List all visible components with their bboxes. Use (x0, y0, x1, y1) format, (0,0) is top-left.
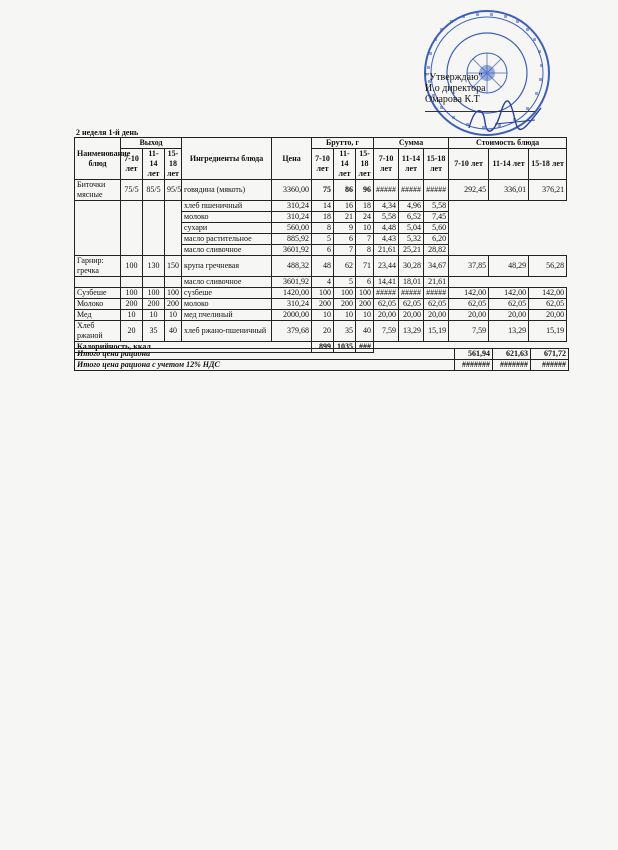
output-cell: 10 (165, 310, 182, 321)
sum-cell: 4,34 (374, 201, 399, 212)
output-cell (143, 223, 165, 234)
table-row (75, 223, 567, 234)
gross-cell: 21 (334, 212, 356, 223)
dish-name-cell: Гарнир: гречка (75, 256, 121, 277)
output-age-header: 7-10 лет (121, 149, 143, 180)
gross-cell: 100 (334, 288, 356, 299)
sum-cell: ##### (399, 180, 424, 201)
handwritten-signature (465, 98, 545, 138)
price-cell: 560,00 (272, 223, 312, 234)
cost-cell: 20,00 (449, 310, 489, 321)
cost-cell: 376,21 (529, 180, 567, 201)
gross-cell: 75 (312, 180, 334, 201)
gross-cell: 86 (334, 180, 356, 201)
sum-cell: 5,04 (399, 223, 424, 234)
totals-label: Итого цена рациона с учетом 12% НДС (75, 360, 455, 371)
sum-cell: ##### (374, 288, 399, 299)
output-cell: 75/5 (121, 180, 143, 201)
gross-cell: 200 (312, 299, 334, 310)
gross-cell: 9 (334, 223, 356, 234)
sum-cell: 5,58 (374, 212, 399, 223)
cost-cell (489, 212, 529, 223)
sum-cell: 13,29 (399, 321, 424, 342)
output-cell: 40 (165, 321, 182, 342)
approval-line-1: "Утверждаю" (425, 72, 483, 83)
sum-cell: 4,43 (374, 234, 399, 245)
gross-cell: 10 (334, 310, 356, 321)
dish-name-cell (75, 212, 121, 223)
sum-cell: 62,05 (424, 299, 449, 310)
gross-cell: 200 (334, 299, 356, 310)
cost-cell: 142,00 (449, 288, 489, 299)
gross-cell: 48 (312, 256, 334, 277)
gross-cell: 8 (312, 223, 334, 234)
totals-value: 561,94 (455, 349, 493, 360)
header-cost: Стоимость блюда (449, 138, 567, 149)
cost-cell: 7,59 (449, 321, 489, 342)
sum-cell: 21,61 (424, 277, 449, 288)
dish-name-cell: Мед (75, 310, 121, 321)
gross-cell: 18 (312, 212, 334, 223)
table-row (75, 321, 567, 342)
dish-name-cell: Биточки мясные (75, 180, 121, 201)
cost-cell (529, 212, 567, 223)
totals-label: Итого цена рациона (75, 349, 455, 360)
price-cell: 379,68 (272, 321, 312, 342)
totals-table (74, 348, 569, 371)
output-cell (143, 234, 165, 245)
cost-cell (489, 277, 529, 288)
sum-cell: 6,52 (399, 212, 424, 223)
gross-cell: 7 (334, 245, 356, 256)
output-cell (121, 223, 143, 234)
output-cell: 10 (143, 310, 165, 321)
cost-cell (489, 201, 529, 212)
calories-value: 1035 (334, 342, 356, 353)
output-cell (121, 245, 143, 256)
cost-cell (449, 245, 489, 256)
cost-age-header: 7-10 лет (449, 149, 489, 180)
sum-age-header: 15-18 лет (424, 149, 449, 180)
sum-cell: 4,48 (374, 223, 399, 234)
cost-cell (449, 223, 489, 234)
output-cell (165, 212, 182, 223)
output-cell: 100 (165, 288, 182, 299)
sum-cell: 62,05 (399, 299, 424, 310)
dish-name-cell: Хлеб ржаной (75, 321, 121, 342)
cost-cell (529, 245, 567, 256)
header-price: Цена (272, 138, 312, 180)
sum-cell: 28,82 (424, 245, 449, 256)
gross-cell: 16 (334, 201, 356, 212)
dish-name-cell (75, 223, 121, 234)
approval-line-2: И.о директора (425, 83, 486, 94)
dish-name-cell (75, 277, 121, 288)
table-row (75, 310, 567, 321)
cost-cell: 13,29 (489, 321, 529, 342)
output-age-header: 11-14 лет (143, 149, 165, 180)
cost-cell: 20,00 (529, 310, 567, 321)
cost-cell: 20,00 (489, 310, 529, 321)
gross-cell: 7 (356, 234, 374, 245)
output-cell (165, 245, 182, 256)
output-cell: 100 (121, 288, 143, 299)
ingredient-cell: сухари (182, 223, 272, 234)
dish-name-cell: Сузбеше (75, 288, 121, 299)
gross-cell: 71 (356, 256, 374, 277)
menu-table (74, 137, 567, 353)
cost-cell: 292,45 (449, 180, 489, 201)
gross-age-header: 7-10 лет (312, 149, 334, 180)
output-cell: 10 (121, 310, 143, 321)
sum-cell: 23,44 (374, 256, 399, 277)
table-row (75, 180, 567, 201)
gross-cell: 24 (356, 212, 374, 223)
cost-cell: 142,00 (489, 288, 529, 299)
gross-cell: 5 (312, 234, 334, 245)
output-cell (143, 245, 165, 256)
output-cell (165, 277, 182, 288)
dish-name-cell: Молоко (75, 299, 121, 310)
cost-cell (449, 277, 489, 288)
ingredient-cell: мед пчелиный (182, 310, 272, 321)
table-row (75, 299, 567, 310)
ingredient-cell: хлеб ржано-пшеничный (182, 321, 272, 342)
ingredient-cell: сүзбеше (182, 288, 272, 299)
output-cell: 130 (143, 256, 165, 277)
totals-value: 671,72 (531, 349, 569, 360)
gross-cell: 6 (334, 234, 356, 245)
output-cell (121, 201, 143, 212)
sum-age-header: 7-10 лет (374, 149, 399, 180)
sum-cell: 5,60 (424, 223, 449, 234)
ingredient-cell: хлеб пшеничный (182, 201, 272, 212)
output-cell: 85/5 (143, 180, 165, 201)
output-cell: 200 (165, 299, 182, 310)
gross-cell: 100 (312, 288, 334, 299)
output-cell (165, 234, 182, 245)
sum-age-header: 11-14 лет (399, 149, 424, 180)
gross-age-header: 11-14 лет (334, 149, 356, 180)
gross-cell: 6 (312, 245, 334, 256)
gross-cell: 4 (312, 277, 334, 288)
output-cell: 20 (121, 321, 143, 342)
sum-cell: 20,00 (424, 310, 449, 321)
cost-cell (489, 234, 529, 245)
output-cell (121, 277, 143, 288)
gross-age-header: 15-18 лет (356, 149, 374, 180)
totals-row (75, 360, 569, 371)
price-cell: 885,92 (272, 234, 312, 245)
table-row (75, 277, 567, 288)
cost-cell: 142,00 (529, 288, 567, 299)
gross-cell: 40 (356, 321, 374, 342)
output-cell: 200 (143, 299, 165, 310)
gross-cell: 14 (312, 201, 334, 212)
calories-value: ### (356, 342, 374, 353)
sum-cell: 18,01 (399, 277, 424, 288)
output-cell (143, 212, 165, 223)
week-title: 2 неделя 1-й день (76, 128, 139, 137)
ingredient-cell: говядина (мякоть) (182, 180, 272, 201)
gross-cell: 10 (356, 223, 374, 234)
price-cell: 488,32 (272, 256, 312, 277)
price-cell: 310,24 (272, 299, 312, 310)
approval-line-3: Омарова К.Т (425, 94, 480, 105)
output-cell: 100 (121, 256, 143, 277)
cost-cell (529, 234, 567, 245)
gross-cell: 18 (356, 201, 374, 212)
cost-cell (489, 245, 529, 256)
sum-cell: 4,96 (399, 201, 424, 212)
cost-cell (449, 201, 489, 212)
cost-cell: 56,28 (529, 256, 567, 277)
sum-cell: 5,32 (399, 234, 424, 245)
header-dish: Наименование блюд (75, 138, 121, 180)
cost-age-header: 11-14 лет (489, 149, 529, 180)
table-row (75, 201, 567, 212)
cost-cell: 15,19 (529, 321, 567, 342)
output-cell (143, 277, 165, 288)
ingredient-cell: крупа гречневая (182, 256, 272, 277)
dish-name-cell (75, 234, 121, 245)
gross-cell: 100 (356, 288, 374, 299)
gross-cell: 8 (356, 245, 374, 256)
cost-cell (449, 234, 489, 245)
sum-cell: 30,28 (399, 256, 424, 277)
cost-cell: 336,01 (489, 180, 529, 201)
output-cell: 200 (121, 299, 143, 310)
totals-value: 621,63 (493, 349, 531, 360)
dish-name-cell (75, 201, 121, 212)
cost-cell (489, 223, 529, 234)
table-row (75, 234, 567, 245)
sum-cell: ##### (424, 288, 449, 299)
price-cell: 3360,00 (272, 180, 312, 201)
ingredient-cell: масло растительное (182, 234, 272, 245)
gross-cell: 62 (334, 256, 356, 277)
sum-cell: 20,00 (374, 310, 399, 321)
sum-cell: 15,19 (424, 321, 449, 342)
header-ingredients: Ингредиенты блюда (182, 138, 272, 180)
ingredient-cell: молоко (182, 212, 272, 223)
totals-value: ####### (455, 360, 493, 371)
gross-cell: 96 (356, 180, 374, 201)
cost-cell (529, 277, 567, 288)
calories-label: Калорийность, ккал (75, 342, 312, 353)
header-gross: Брутто, г (312, 138, 374, 149)
ingredient-cell: масло сливочное (182, 277, 272, 288)
totals-value: ###### (531, 360, 569, 371)
age-header-row (75, 149, 567, 180)
price-cell: 3601,92 (272, 277, 312, 288)
sum-cell: 5,58 (424, 201, 449, 212)
sum-cell: ##### (374, 180, 399, 201)
totals-value: ####### (493, 360, 531, 371)
gross-cell: 35 (334, 321, 356, 342)
output-cell (165, 201, 182, 212)
cost-cell (529, 201, 567, 212)
output-age-header: 15-18 лет (165, 149, 182, 180)
table-row (75, 288, 567, 299)
gross-cell: 10 (312, 310, 334, 321)
sum-cell: ##### (399, 288, 424, 299)
output-cell (121, 212, 143, 223)
gross-cell: 20 (312, 321, 334, 342)
table-row (75, 212, 567, 223)
cost-cell: 62,05 (449, 299, 489, 310)
output-cell (121, 234, 143, 245)
sum-cell: 6,20 (424, 234, 449, 245)
sum-cell: 34,67 (424, 256, 449, 277)
table-row (75, 245, 567, 256)
sum-cell: 7,45 (424, 212, 449, 223)
sum-cell: 21,61 (374, 245, 399, 256)
output-cell: 100 (143, 288, 165, 299)
cost-cell: 62,05 (529, 299, 567, 310)
sum-cell: 20,00 (399, 310, 424, 321)
output-cell (143, 201, 165, 212)
sum-cell: 62,05 (374, 299, 399, 310)
sum-cell: ##### (424, 180, 449, 201)
gross-cell: 10 (356, 310, 374, 321)
header-sum: Сумма (374, 138, 449, 149)
cost-cell: 37,85 (449, 256, 489, 277)
price-cell: 310,24 (272, 201, 312, 212)
price-cell: 310,24 (272, 212, 312, 223)
output-cell (165, 223, 182, 234)
gross-cell: 200 (356, 299, 374, 310)
sum-cell: 25,21 (399, 245, 424, 256)
totals-row (75, 349, 569, 360)
cost-age-header: 15-18 лет (529, 149, 567, 180)
header-output: Выход (121, 138, 182, 149)
output-cell: 150 (165, 256, 182, 277)
price-cell: 2000,00 (272, 310, 312, 321)
table-row (75, 256, 567, 277)
gross-cell: 5 (334, 277, 356, 288)
output-cell: 35 (143, 321, 165, 342)
dish-name-cell (75, 245, 121, 256)
cost-cell (449, 212, 489, 223)
price-cell: 1420,00 (272, 288, 312, 299)
gross-cell: 6 (356, 277, 374, 288)
cost-cell (529, 223, 567, 234)
price-cell: 3601,92 (272, 245, 312, 256)
sum-cell: 14,41 (374, 277, 399, 288)
ingredient-cell: масло сливочное (182, 245, 272, 256)
calories-value: 899 (312, 342, 334, 353)
cost-cell: 62,05 (489, 299, 529, 310)
cost-cell: 48,29 (489, 256, 529, 277)
ingredient-cell: молоко (182, 299, 272, 310)
sum-cell: 7,59 (374, 321, 399, 342)
output-cell: 95/5 (165, 180, 182, 201)
